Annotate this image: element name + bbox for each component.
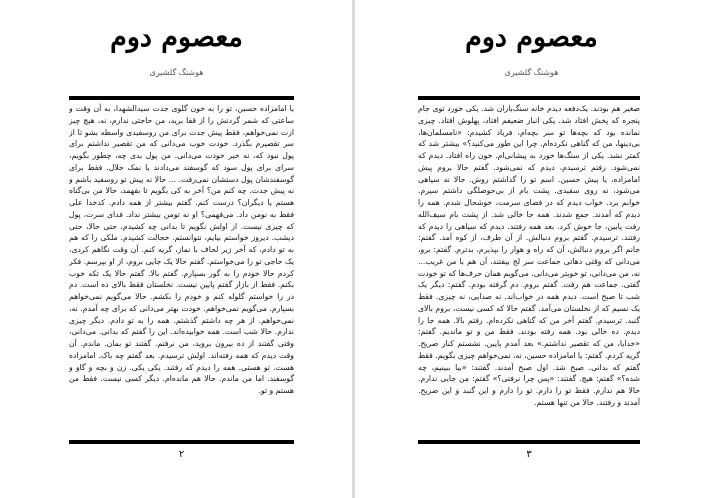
bottom-rule <box>69 440 294 444</box>
author-name: هوشنگ گلشیری <box>149 68 204 77</box>
right-page <box>355 0 708 498</box>
page-number: ۲ <box>178 449 185 460</box>
author-name: هوشنگ گلشیری <box>504 68 559 77</box>
top-rule <box>69 96 294 100</box>
left-page <box>0 0 353 498</box>
chapter-title: معصوم دوم <box>465 22 598 53</box>
body-text: یا امامزاده حسین، تو را به خون گلوی جدت سیدالشهدا، به آن وقت و ساعتی که شمر گردنش را از قفا برید، من حاجتی ندارم، نه، هیچ چیز ازت نمی‌خواهم، فقط پیش جدت برای من روسفیدی واسطه بشو تا از سر تقصیرم بگذرد. خودت خوب می‌دانی که من تقصیر نداشتم برای پول نبود که، نه خیر خودت می‌دانی. من پول بدی چه، چطور بگویم، سرای برای پول سود که گوسفند می‌دادند یا نمک حلال. فقط برای گوسفندشان پول دستشان نمی‌رفت. ... حالا نه پیش تو روسفید باشم و نه پیش جدت. چه کنم من؟ آخر به کی بگویم تا بفهمد، حالا من بی‌گناه هستم یا دیگران؟ درست کنم. گفتم بیشتر از همه دادم. کدخدا علی فقط به نومن داد. می‌فهمی؟ او نه تومن بیشتر نداد. فدای سرت، پول که چیزی نیست. از اولش نگویم تا بدانی چه کشیدم، حتی حالا، حتی دیشب. دیروز خواستم بیایم، نتوانستم. خجالت کشیدم. ملکی را که هم به تو دادم، که آخر زیر لحاف با نماز، گریه کنم. آن وقت نگاهم کردی، یک حاجی تو را می‌خواستم. گفتم حالا یک جایی بروم، از او بپرسم. فکر کردم حالا خودم را به گور بسپارم. گفتم بالا. گفتم حالا یک تکه خوب بکنم. فقط از بازار گفتم پایین نیست. نخلستان فقط بالای ده است. دم در را خواستم گلوله کنم و خودم را بکشم. حالا می‌گویم نمی‌خواهم بسپارم. می‌گویم نمی‌خواهم. خودت بهتر می‌دانی که برای چه آمدم. نه، نمی‌خواهم. از هر چه داشتم گذشتم. همه را به تو دادم. دیگر چیزی ندارم. حالا شب است. همه خوابیده‌اند. این را گفتم که بدانی. می‌دانی، وقتی گفتند از ده بیرون بروید، من نرفتم. گفتند تو بمان. ماندم. آن وقت دیدم که همه رفته‌اند. اولش ترسیدم. بعد گفتم چه باک. امامزاده هست. تو هستی. همه را دیدم که رفتند. یکی یکی. زن و بچه و گاو و گوسفند. اما من ماندم. حالا هم مانده‌ام. دیگر کسی نیست. فقط من هستم و تو. <box>69 104 294 395</box>
bottom-rule <box>418 440 640 444</box>
chapter-title: معصوم دوم <box>110 22 243 53</box>
top-rule <box>418 96 640 100</box>
body-text: صغیر هم بودند. یک‌دفعه دیدم خانه سنگ‌باران شد. یکی خورد توی جام پنجره که پخش افتاد شد. یکی انبار ضعیفم افتاد، پهلوش افتاد. چیزی نمانده بود که بچه‌ها تو سر بچه‌ام، فریاد کشیدم: «نامسلمان‌ها، بی‌دینها، من که گناهی نکرده‌ام. چرا این طور می‌کنید؟» بیشتر شد که کمتر نشد. یکی از سنگ‌ها خورد به پیشانی‌ام. خون راه افتاد. دیدم که نمی‌شود. رفتم ترسیدم، دیدم که نمی‌شود. گفتم حالا بروم پیش امامزاده، یا پیش حسین. اسم تو را گذاشتم روش. حالا نه سیاهی می‌شود، نه روی سفیدی. پشت بام از بی‌حوصلگی داشتم سیرم. خوابم برد. خواب دیدم که در فضای سرمت، خوشحال شدم. همه را دیدم که آمدند. جمع شدند. همه جا خالی شد. از پشت بام سیف‌الله رفت پایین، جا خوش کرد. بعد همه رفتند. دیدم که سیاهی را دیدم که رفتند. ترسیدم. گفتم بروم دنبالش. از آن طرف، از کوه آمد. گفتم: جانم اگر بروم دنبالش، آن که راه و هوار را بپذیرم، بدترم. گفتم: برو، می‌دانی که وقتی دهاتی جماعت سر لج بیفتند، آن هم با من غریب... نه، من می‌دانی، تو خوبتر می‌دانی. می‌گویم همان حرف‌ها که تو خودت گفتی. جماعت هم رفت. گفتم بروم. دم گرفته بودم. گفتم: دیگر یک شب تا صبح است. دیدم همه در خواب‌اند. نه صدایی، نه چیزی. فقط یک نسیم که از نخلستان می‌آمد. گفتم حالا که کسی نیست، بروم بالای گنبد. ترسیدم. گفتم آخر من که گناهی نکرده‌ام. رفتم بالا. همه جا را دیدم. ده خالی بود. همه رفته بودند. فقط من و تو ماندیم. گفتم: «خدایا، من که تقصیر نداشتم.» بعد آمدم پایین. نشستم کنار ضریح. گریه کردم. گفتم: یا امامزاده حسین، نه، نمی‌خواهم چیزی بگویم. فقط گفتم که بدانی. صبح شد. اول صبح آمدند. گفتند: «بیا ببینیم، چه شده؟» گفتم: هیچ. گفتند: «پس چرا نرفتی؟» گفتم: من جایی ندارم. حالا هم ندارم. فقط تو را دارم. تو را دارم و این گنبد و این ضریح. آمدند و رفتند. حالا من تنها هستم. <box>418 104 640 407</box>
page-number: ۳ <box>526 449 532 460</box>
